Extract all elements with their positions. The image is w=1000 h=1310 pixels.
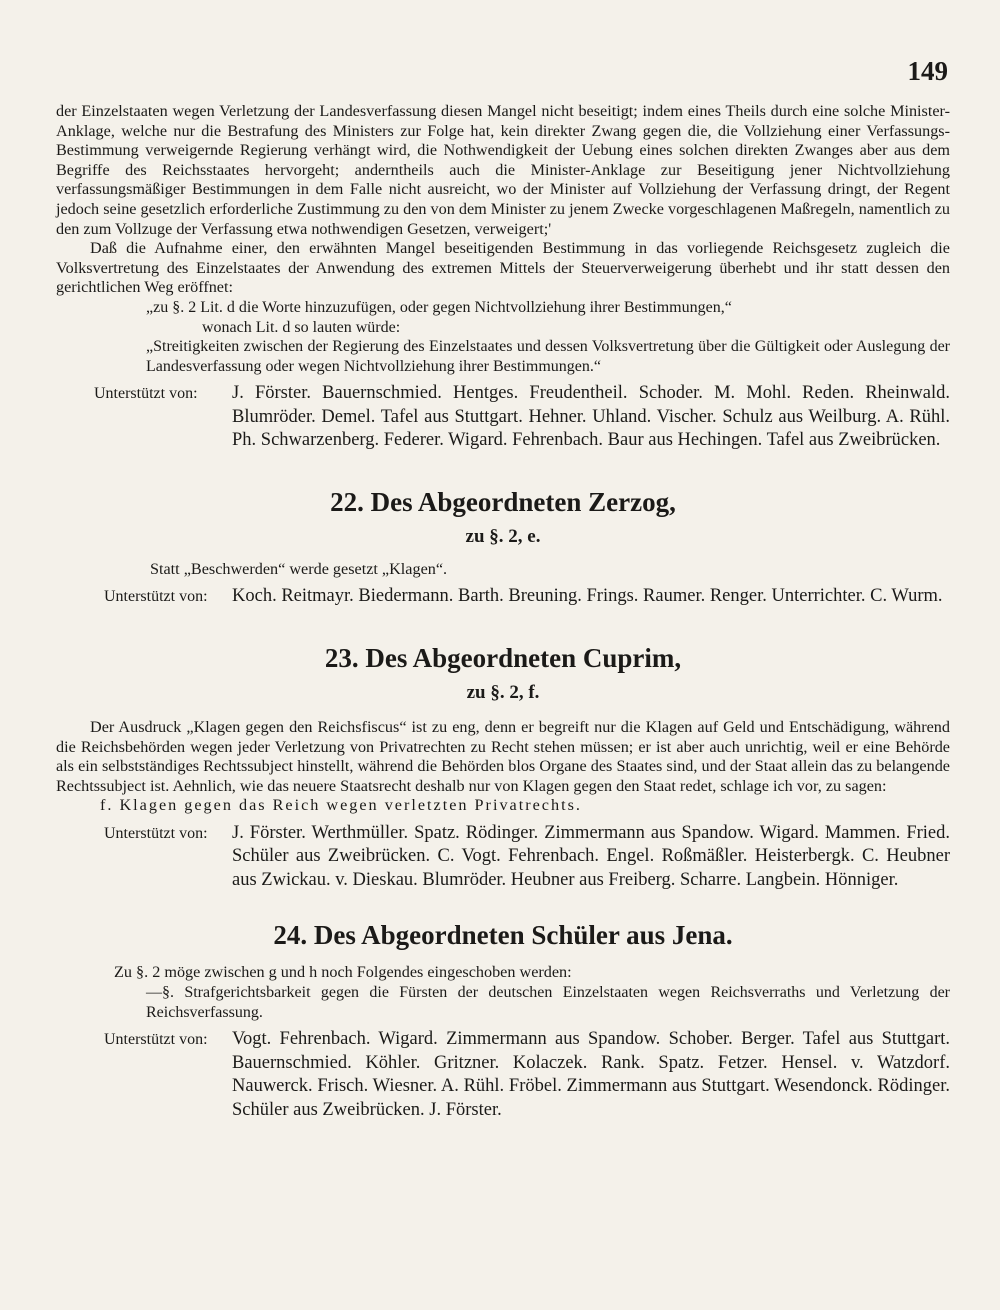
section-22-subtitle: zu §. 2, e. xyxy=(465,525,541,547)
support-names: Koch. Reitmayr. Biedermann. Barth. Breuning. Frings. Raumer. Renger. Unterrichter. C. Wurm. xyxy=(232,586,943,607)
intro-continuation: der Einzelstaaten wegen Verletzung der Landesverfassung diesen Mangel nicht beseitigt; indem eines Theils durch eine solche Minister-Anklage, welche nur die Bestrafung des Ministers zur Folge hat, kein direkter Zwang gegen die, die Vollziehung einer Verfassungs-Bestimmung verweigernde Regierung verhängt wird, die Nothwendigkeit der Uebung eines solchen direkten Zwanges aber aus dem Begriffe des Reichsstaates hervorgeht; anderntheils auch die Minister-Anklage zur Beseitigung jener Nichtvollziehung verfassungsmäßiger Bestimmungen in dem Falle nicht ausreicht, wo der Minister auf Vollziehung der Verfassung dringt, der Regent jedoch seine gesetzlich erforderliche Zustimmung zu den von dem Minister zu jenem Zwecke vorgeschlagenen Maßregeln, namentlich zu den zum Vollzuge der Verfassung etwa nothwendigen Gesetzen, verweigert;' xyxy=(56,102,950,238)
section-23-text: Der Ausdruck „Klagen gegen den Reichsfiscus“ ist zu eng, denn er begreift nur die Klagen auf Geld und Entschädigung, während die Reichsbehörden wegen jeder Verletzung von Privatrechten zu Recht stehen müssen; er ist aber auch unrichtig, weil er eine Behörde als ein selbstständiges Rechtssubject hinstellt, während die Behörden blos Organe des Staates sind, und der Staat allein das zu belangende Rechtssubject ist. Aehnlich, wie das neuere Staatsrecht deshalb nur von Klagen gegen den Staat redet, schlage ich vor, zu sagen: xyxy=(56,717,950,795)
support-label: Unterstützt von: xyxy=(104,1031,208,1049)
support-label: Unterstützt von: xyxy=(104,588,208,606)
section-24-text: Zu §. 2 möge zwischen g und h noch Folgendes eingeschoben werden: xyxy=(114,963,572,982)
section-23-title: 23. Des Abgeordneten Cuprim, xyxy=(324,642,682,673)
support-label: Unterstützt von: xyxy=(104,824,208,842)
page-number: 149 xyxy=(907,56,948,86)
section-22-title: 22. Des Abgeordneten Zerzog, xyxy=(330,486,676,517)
section-24-supporters xyxy=(56,1028,950,1122)
section-24-quote: —§. Strafgerichtsbarkeit gegen die Fürsten der deutschen Einzelstaaten wegen Reichsverraths und Verletzung der Reichsverfassung. xyxy=(146,983,950,1021)
section-23-proposal: f. Klagen gegen das Reich wegen verletzten Privatrechts. xyxy=(100,796,582,815)
section-23-supporters xyxy=(56,822,950,893)
support-label: Unterstützt von: xyxy=(94,385,198,403)
support-names: J. Förster. Bauernschmied. Hentges. Freudentheil. Schoder. M. Mohl. Reden. Rheinwald. Blumröder. Demel. Tafel aus Stuttgart. Hehner. Uhland. Vischer. Schulz aus Weilburg. A. Rühl. Ph. Schwarzenberg. Federer. Wigard. Fehrenbach. Baur aus Hechingen. Tafel aus Zweibrücken. xyxy=(232,383,950,451)
section-24-title: 24. Des Abgeordneten Schüler aus Jena. xyxy=(273,920,733,951)
support-names: Vogt. Fehrenbach. Wigard. Zimmermann aus Spandow. Schober. Berger. Tafel aus Stuttgart. Bauernschmied. Köhler. Gritzner. Kolaczek. Rank. Spatz. Fetzer. Hensel. v. Watzdorf. Nauwerck. Frisch. Wiesner. A. Rühl. Fröbel. Zimmermann aus Stuttgart. Wesendonck. Rödinger. Schüler aus Zweibrücken. J. Förster. xyxy=(232,1029,950,1120)
intro-supporters xyxy=(56,382,950,453)
section-22-supporters xyxy=(56,585,950,609)
support-names: J. Förster. Werthmüller. Spatz. Rödinger. Zimmermann aus Spandow. Wigard. Mammen. Fried. Schüler aus Zweibrücken. C. Vogt. Fehrenbach. Engel. Roßmäßler. Heisterbergk. C. Heubner aus Zwickau. v. Dieskau. Blumröder. Heubner aus Freiberg. Scharre. Langbein. Hönniger. xyxy=(232,822,950,890)
intro-quote-1: „zu §. 2 Lit. d die Worte hinzuzufügen, oder gegen Nichtvollziehung ihrer Bestimmungen,“ xyxy=(146,298,732,316)
intro-paragraph: Daß die Aufnahme einer, den erwähnten Mangel beseitigenden Bestimmung in das vorliegende Reichsgesetz zugleich die Volksvertretung des Einzelstaates der Anwendung des extremen Mittels der Steuerverweigerung überhebt und ihr statt dessen den gerichtlichen Weg eröffnet: xyxy=(56,239,950,297)
intro-quote-2: wonach Lit. d so lauten würde: xyxy=(202,318,401,336)
section-23-subtitle: zu §. 2, f. xyxy=(466,681,540,703)
intro-quote-3: „Streitigkeiten zwischen der Regierung des Einzelstaates und dessen Volksvertretung über die Gültigkeit oder Auslegung der Landesverfassung oder wegen Nichtvollziehung ihrer Bestimmungen.“ xyxy=(146,338,950,375)
section-22-text: Statt „Beschwerden“ werde gesetzt „Klagen“. xyxy=(150,559,448,578)
